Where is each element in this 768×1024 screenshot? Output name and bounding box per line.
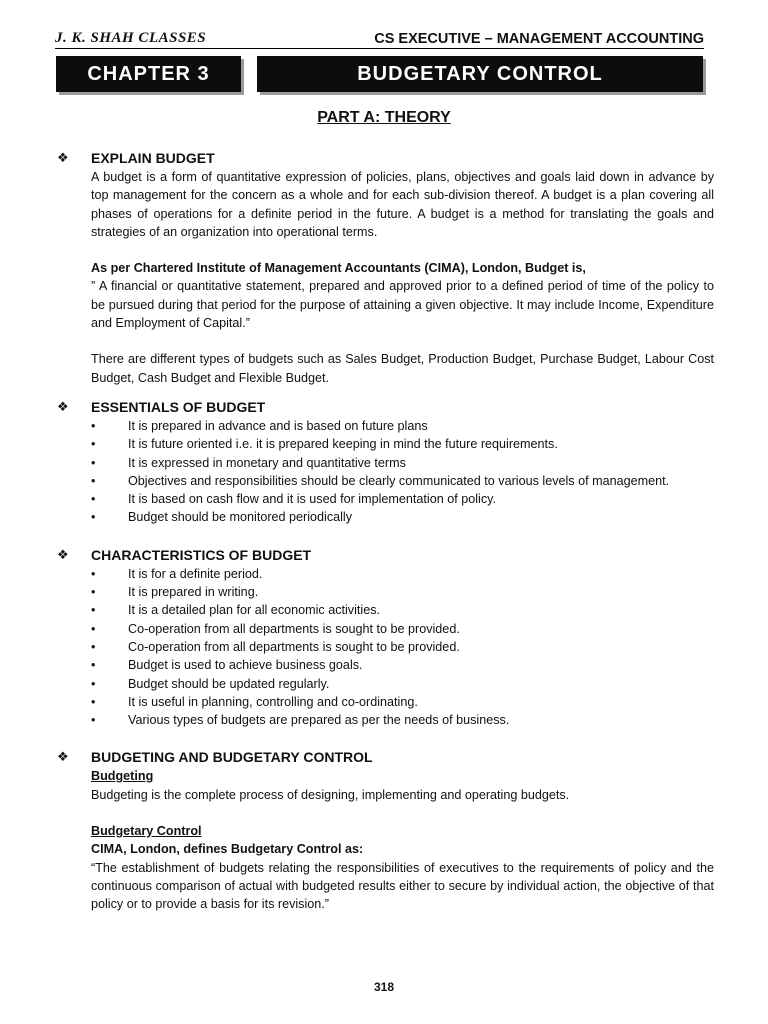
list-item: • Co-operation from all departments is sought to be provided. [91, 620, 714, 638]
section-heading-explain: ❖ EXPLAIN BUDGET [57, 150, 215, 166]
diamond-bullet-icon: ❖ [57, 398, 69, 414]
bullet-icon: • [91, 694, 96, 709]
characteristics-list [91, 565, 714, 730]
section-heading-essentials: ❖ ESSENTIALS OF BUDGET [57, 398, 266, 415]
list-item: • It is expressed in monetary and quantitative terms [91, 454, 714, 472]
budgeting-definition: Budgeting is the complete process of designing, implementing and operating budgets. [91, 787, 570, 802]
list-item: • It is prepared in writing. [91, 583, 714, 601]
header-rule [55, 48, 704, 49]
budgeting-subheading: Budgeting [91, 769, 154, 784]
page-header [55, 30, 704, 50]
budgetary-control-quote: “The establishment of budgets relating the responsibilities of executives to the requirements of policy and the continuous comparison of actual with budgeted results either to secure by individual action, the objective of that policy or to provide a basis for its revision.” [91, 860, 714, 912]
chapter-number-box: CHAPTER 3 [56, 56, 241, 92]
brand-name: J. K. SHAH CLASSES [55, 30, 207, 46]
section-heading-budgeting: ❖ BUDGETING AND BUDGETARY CONTROL [57, 749, 373, 766]
bullet-icon: • [91, 418, 96, 433]
bullet-icon: • [91, 639, 96, 654]
bullet-icon: • [91, 473, 96, 488]
list-item: • It is based on cash flow and it is used for implementation of policy. [91, 490, 714, 508]
list-item: • Various types of budgets are prepared as per the needs of business. [91, 711, 714, 729]
page-content [56, 148, 714, 914]
page-number: 318 [373, 980, 395, 994]
cima-budgetary-intro: CIMA, London, defines Budgetary Control as: [91, 842, 364, 857]
list-item: • Objectives and responsibilities should be clearly communicated to various levels of management. [91, 472, 714, 490]
course-title: CS EXECUTIVE – MANAGEMENT ACCOUNTING [374, 31, 704, 47]
list-item: • It is prepared in advance and is based on future plans [91, 417, 714, 435]
diamond-bullet-icon: ❖ [57, 150, 69, 165]
bullet-icon: • [91, 566, 96, 581]
budget-types: There are different types of budgets such as Sales Budget, Production Budget, Purchase Budget, Labour Cost Budget, Cash Budget and Flexible Budget. [91, 352, 714, 385]
bullet-icon: • [91, 585, 96, 600]
budgetary-control-subheading: Budgetary Control [91, 824, 202, 839]
list-item: • It is for a definite period. [91, 565, 714, 583]
cima-quote: ” A financial or quantitative statement, prepared and approved prior to a defined period of time of the policy to be pursued during that period for the purpose of attaining a given objective. It may include Income, Expenditure and Employment of Capital.” [91, 279, 714, 331]
budget-definition: A budget is a form of quantitative expression of policies, plans, objectives and goals laid down in advance by top management for the concern as a whole and for each sub-division thereof. A budget is a plan covering all phases of operations for a definite period in the future. A budget is a method for translating the goals and strategies of an organization into operational terms. [91, 170, 714, 239]
list-item: • Co-operation from all departments is sought to be provided. [91, 638, 714, 656]
bullet-icon: • [91, 676, 96, 691]
bullet-icon: • [91, 658, 96, 673]
list-item: • Budget should be monitored periodically [91, 508, 714, 526]
list-item: • It is a detailed plan for all economic activities. [91, 601, 714, 619]
list-item: • Budget should be updated regularly. [91, 675, 714, 693]
cima-intro: As per Chartered Institute of Management Accountants (CIMA), London, Budget is, [91, 261, 586, 276]
list-item: • It is future oriented i.e. it is prepared keeping in mind the future requirements. [91, 435, 714, 453]
bullet-icon: • [91, 603, 96, 618]
bullet-icon: • [91, 621, 96, 636]
bullet-icon: • [91, 510, 96, 525]
bullet-icon: • [91, 437, 96, 452]
list-item: • It is useful in planning, controlling and co-ordinating. [91, 693, 714, 711]
essentials-list [91, 417, 714, 527]
bullet-icon: • [91, 713, 96, 728]
bullet-icon: • [91, 492, 96, 507]
list-item: • Budget is used to achieve business goals. [91, 656, 714, 674]
diamond-bullet-icon: ❖ [57, 749, 69, 765]
bullet-icon: • [91, 455, 96, 470]
diamond-bullet-icon: ❖ [57, 546, 69, 562]
part-title: PART A: THEORY [317, 109, 451, 126]
section-heading-characteristics: ❖ CHARACTERISTICS OF BUDGET [57, 546, 312, 563]
chapter-title-box: BUDGETARY CONTROL [257, 56, 703, 92]
